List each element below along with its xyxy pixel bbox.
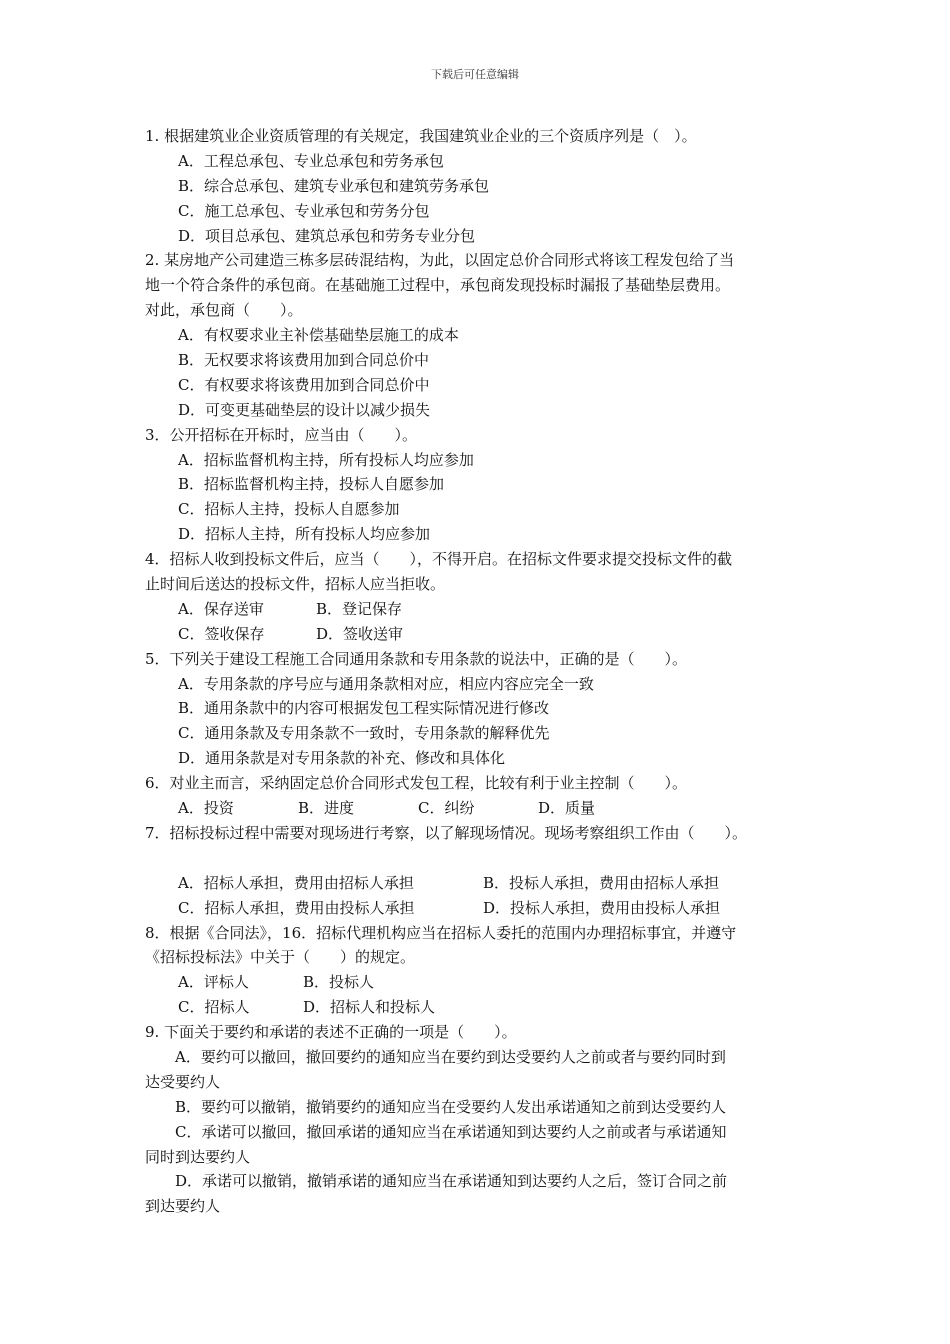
question-5-option-a: A．专用条款的序号应与通用条款相对应，相应内容应完全一致 (178, 674, 594, 693)
question-5-stem: 5．下列关于建设工程施工合同通用条款和专用条款的说法中，正确的是（ ）。 (145, 649, 688, 668)
question-9-option-a-line-1: A．要约可以撤回，撤回要约的通知应当在要约到达受要约人之前或者与要约同时到 (145, 1047, 726, 1066)
question-8-option-a: A．评标人 (178, 973, 249, 992)
question-3-option-c: C．招标人主持，投标人自愿参加 (178, 500, 400, 519)
question-3-option-a: A．招标监督机构主持，所有投标人均应参加 (178, 450, 474, 469)
question-5-option-d: D．通用条款是对专用条款的补充、修改和具体化 (178, 749, 506, 768)
question-5-option-c: C．通用条款及专用条款不一致时，专用条款的解释优先 (178, 724, 550, 743)
question-3-option-b: B．招标监督机构主持，投标人自愿参加 (178, 475, 445, 494)
question-2-stem-line-2: 地一个符合条件的承包商。在基础施工过程中，承包商发现投标时漏报了基础垫层费用。 (145, 276, 731, 295)
question-5-option-b: B．通用条款中的内容可根据发包工程实际情况进行修改 (178, 699, 550, 718)
question-2-option-d: D．可变更基础垫层的设计以减少损失 (178, 400, 431, 419)
question-6-option-b: B．进度 (298, 799, 355, 818)
question-9-option-b: B．要约可以撤销，撤销要约的通知应当在受要约人发出承诺通知之前到达受要约人 (145, 1097, 727, 1116)
question-9-option-c-line-2: 同时到达要约人 (145, 1147, 251, 1166)
question-4-stem-line-2: 止时间后送达的投标文件，招标人应当拒收。 (145, 575, 446, 594)
question-8-options-row-1 (145, 970, 820, 995)
question-6-option-d: D．质量 (538, 799, 596, 818)
question-1-stem: 1. 根据建筑业企业资质管理的有关规定，我国建筑业企业的三个资质序列是（ ）。 (145, 127, 697, 145)
question-2-stem-line-3: 对此，承包商（ ）。 (145, 301, 303, 320)
question-1-option-a: A．工程总承包、专业总承包和劳务承包 (178, 151, 444, 170)
question-2-option-a: A．有权要求业主补偿基础垫层施工的成本 (178, 326, 459, 345)
question-9-option-a-line-2: 达受要约人 (145, 1072, 221, 1091)
question-8-option-d: D．招标人和投标人 (303, 998, 436, 1017)
question-4-stem-line-1: 4．招标人收到投标文件后，应当（ ），不得开启。在招标文件要求提交投标文件的截 (145, 550, 733, 569)
question-7-option-b: B．投标人承担，费用由招标人承担 (483, 873, 720, 892)
question-9-option-d-line-2: 到达要约人 (145, 1197, 221, 1216)
question-8-stem-line-1: 8．根据《合同法》，16．招标代理机构应当在招标人委托的范围内办理招标事宜，并遵守 (145, 923, 737, 942)
question-9-option-c-line-1: C．承诺可以撤回，撤回承诺的通知应当在承诺通知到达要约人之前或者与承诺通知 (145, 1122, 727, 1141)
question-7-options-row-1 (145, 871, 820, 896)
question-8-option-c: C．招标人 (178, 998, 250, 1017)
question-4-options-row-2 (145, 622, 820, 647)
question-9-option-d-line-1: D．承诺可以撤销，撤销承诺的通知应当在承诺通知到达要约人之后，签订合同之前 (145, 1172, 728, 1191)
question-2-option-c: C．有权要求将该费用加到合同总价中 (178, 375, 430, 394)
question-7-option-c: C．招标人承担，费用由投标人承担 (178, 898, 415, 917)
question-6-option-c: C．纠纷 (418, 799, 475, 818)
question-4-option-c: C．签收保存 (178, 624, 265, 643)
question-6-stem: 6．对业主而言，采纳固定总价合同形式发包工程，比较有利于业主控制（ ）。 (145, 774, 688, 793)
question-4-options-row-1 (145, 597, 820, 622)
question-9-stem: 9. 下面关于要约和承诺的表述不正确的一项是（ ）。 (145, 1023, 517, 1042)
question-4-option-d: D．签收送审 (316, 624, 404, 643)
question-7-option-d: D．投标人承担，费用由投标人承担 (483, 898, 721, 917)
question-7-options-row-2 (145, 896, 820, 921)
page-header-note: 下载后可任意编辑 (431, 68, 519, 81)
question-4-option-b: B．登记保存 (316, 599, 403, 618)
question-8-stem-line-2: 《招标投标法》中关于（ ）的规定。 (145, 948, 416, 967)
question-8-options-row-2 (145, 995, 820, 1020)
question-6-option-a: A．投资 (178, 799, 234, 818)
question-7-stem: 7．招标投标过程中需要对现场进行考察，以了解现场情况。现场考察组织工作由（ ）。 (145, 823, 748, 842)
question-7-blank-line (145, 846, 820, 871)
question-4-option-a: A．保存送审 (178, 599, 264, 618)
question-list (145, 124, 820, 1219)
question-6-options-row (145, 796, 820, 821)
question-3-stem: 3．公开招标在开标时，应当由（ ）。 (145, 425, 418, 444)
question-8-option-b: B．投标人 (303, 973, 375, 992)
question-1-option-c: C．施工总承包、专业承包和劳务分包 (178, 201, 430, 220)
question-3-option-d: D．招标人主持，所有投标人均应参加 (178, 525, 431, 544)
question-1-option-d: D．项目总承包、建筑总承包和劳务专业分包 (178, 226, 476, 245)
question-2-option-b: B．无权要求将该费用加到合同总价中 (178, 351, 430, 370)
question-7-option-a: A．招标人承担，费用由招标人承担 (178, 873, 414, 892)
question-1-option-b: B．综合总承包、建筑专业承包和建筑劳务承包 (178, 176, 490, 195)
question-2-stem-line-1: 2. 某房地产公司建造三栋多层砖混结构，为此，以固定总价合同形式将该工程发包给了当 (145, 251, 735, 270)
